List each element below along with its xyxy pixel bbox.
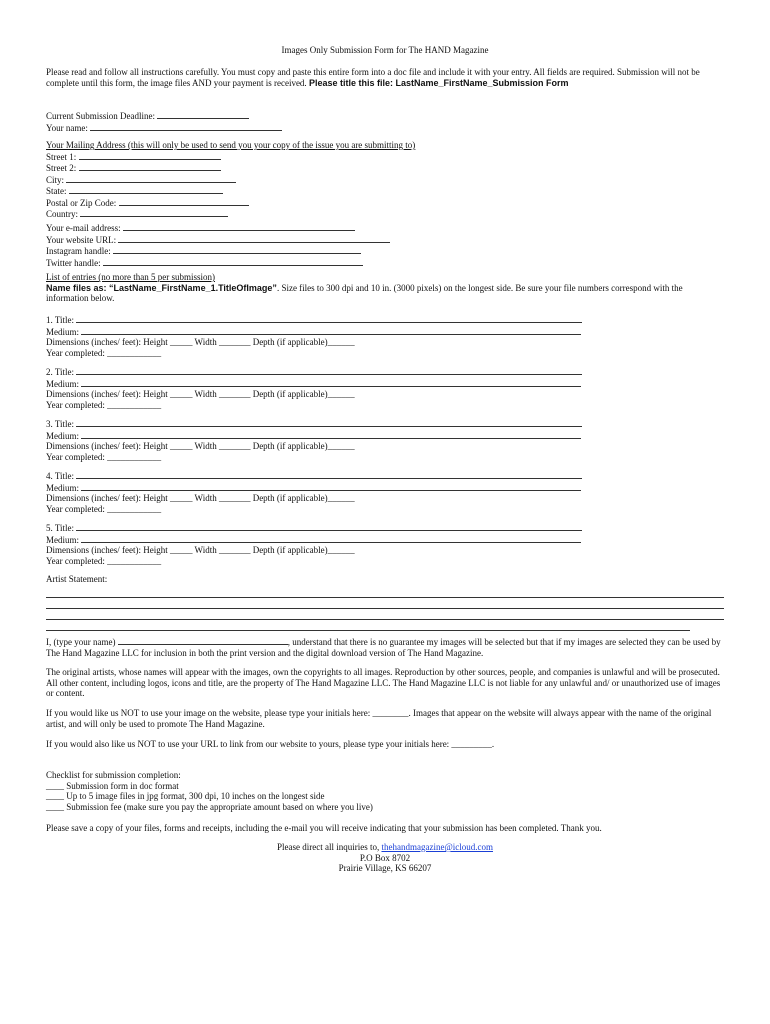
entry-medium-label: Medium:	[46, 430, 82, 441]
entry-dimensions[interactable]: Dimensions (inches/ feet): Height _____ Width _______ Depth (if applicable)______	[46, 337, 355, 347]
name-files-details: . Size files to 300 dpi and 10 in. (3000 pixels) on the longest side. Be sure your file numbers correspond with the information below.	[46, 282, 683, 303]
statement-line	[46, 609, 724, 620]
entry-medium-field[interactable]	[81, 430, 581, 439]
intro-paragraph	[46, 67, 711, 88]
website-field[interactable]	[118, 234, 390, 243]
statement-line	[46, 598, 724, 609]
consent-end: , understand that there is no guarantee my images will be selected but that if my images are selected they can be used by The Hand Magazine LLC for inclusion in both the print version and the digital download version of The Hand Magazine.	[46, 637, 721, 658]
street2-field[interactable]	[79, 162, 221, 171]
checklist-heading: Checklist for submission completion:	[46, 770, 181, 780]
postal-field[interactable]	[119, 197, 249, 206]
entry-dimensions[interactable]: Dimensions (inches/ feet): Height _____ Width _______ Depth (if applicable)______	[46, 389, 355, 399]
entry-year[interactable]: Year completed: ____________	[46, 451, 162, 462]
entry-title-field[interactable]	[76, 314, 582, 323]
entry-year[interactable]: Year completed: ____________	[46, 347, 162, 358]
entry-title-label: 5. Title:	[46, 523, 77, 533]
twitter-field[interactable]	[103, 257, 363, 266]
consent-paragraph	[46, 636, 722, 658]
inquiries-label: Please direct all inquiries to,	[277, 842, 382, 852]
entry-medium-field[interactable]	[81, 326, 581, 335]
country-field[interactable]	[80, 208, 228, 217]
entry-title-field[interactable]	[76, 418, 582, 427]
state-label: State:	[46, 186, 69, 196]
entry-medium-label: Medium:	[46, 534, 82, 545]
contact-section	[46, 222, 390, 268]
contact-email-link[interactable]: thehandmagazine@icloud.com	[381, 842, 493, 852]
entry-title-field[interactable]	[76, 522, 582, 531]
entry-3	[46, 418, 606, 462]
consent-start: I, (type your name)	[46, 637, 118, 647]
artist-statement-label: Artist Statement:	[46, 574, 108, 584]
country-label: Country:	[46, 209, 81, 219]
instagram-label: Instagram handle:	[46, 246, 113, 256]
postal-label: Postal or Zip Code:	[46, 197, 119, 208]
street1-label: Street 1:	[46, 151, 79, 162]
email-field[interactable]	[123, 222, 355, 231]
entry-medium-field[interactable]	[81, 378, 581, 387]
entry-title-field[interactable]	[76, 366, 582, 375]
entry-title-label: 4. Title:	[46, 471, 77, 481]
save-note: Please save a copy of your files, forms and receipts, including the e-mail you will receive indicating that your submission has been completed. Thank you.	[46, 823, 602, 833]
entry-4	[46, 470, 606, 514]
entry-medium-label: Medium:	[46, 326, 82, 337]
mailing-city: Prairie Village, KS 66207	[338, 863, 432, 873]
checklist-item[interactable]: ____ Submission form in doc format	[46, 780, 179, 791]
entry-title-label: 2. Title:	[46, 367, 77, 377]
deadline-label: Current Submission Deadline:	[46, 111, 158, 121]
entry-dimensions[interactable]: Dimensions (inches/ feet): Height _____ Width _______ Depth (if applicable)______	[46, 441, 355, 451]
url-optout-paragraph[interactable]: If you would also like us NOT to use your URL to link from our website to yours, please type your initials here: _________.	[46, 739, 495, 749]
instagram-field[interactable]	[113, 245, 361, 254]
website-optout-paragraph[interactable]: If you would like us NOT to use your image on the website, please type your initials here: ________. Images that appear on the website will always appear with the name of the original artist, and will only be used to promote The Hand Magazine.	[46, 708, 712, 729]
entry-title-label: 3. Title:	[46, 419, 77, 429]
entry-year[interactable]: Year completed: ____________	[46, 503, 162, 514]
intro-file-title-instruction: Please title this file: LastName_FirstName_Submission Form	[308, 77, 569, 88]
artist-statement-field[interactable]	[46, 587, 724, 631]
entry-title-field[interactable]	[76, 470, 582, 479]
entry-year[interactable]: Year completed: ____________	[46, 555, 162, 566]
name-label: Your name:	[46, 122, 91, 133]
form-title: Images Only Submission Form for The HAND Magazine	[281, 45, 489, 55]
entries-heading: List of entries (no more than 5 per submission)	[46, 272, 215, 282]
city-field[interactable]	[66, 174, 236, 183]
deadline-section	[46, 110, 282, 133]
po-box: P.O Box 8702	[359, 852, 411, 863]
footer	[0, 842, 770, 874]
street1-field[interactable]	[79, 151, 221, 160]
entries-header	[46, 272, 722, 304]
checklist-item[interactable]: ____ Submission fee (make sure you pay the appropriate amount based on where you live)	[46, 801, 373, 812]
entry-dimensions[interactable]: Dimensions (inches/ feet): Height _____ Width _______ Depth (if applicable)______	[46, 545, 355, 555]
entry-medium-label: Medium:	[46, 378, 82, 389]
consent-name-field[interactable]	[118, 636, 288, 645]
entry-year[interactable]: Year completed: ____________	[46, 399, 162, 410]
street2-label: Street 2:	[46, 163, 79, 173]
statement-line	[46, 620, 690, 631]
email-label: Your e-mail address:	[46, 223, 123, 233]
name-field[interactable]	[90, 122, 282, 131]
entry-title-label: 1. Title:	[46, 315, 77, 325]
intro-text: Please read and follow all instructions carefully. You must copy and paste this entire form into a doc file and include it with your entry. All fields are required. Submission will not be complete until this form, the image files AND your payment is received.	[46, 67, 700, 88]
state-field[interactable]	[69, 185, 223, 194]
entry-dimensions[interactable]: Dimensions (inches/ feet): Height _____ Width _______ Depth (if applicable)______	[46, 493, 355, 503]
entry-medium-field[interactable]	[81, 534, 581, 543]
checklist-item[interactable]: ____ Up to 5 image files in jpg format, 300 dpi, 10 inches on the longest side	[46, 791, 325, 801]
city-label: City:	[46, 174, 67, 185]
website-label: Your website URL:	[46, 234, 119, 245]
name-files-instruction: Name files as: “LastName_FirstName_1.TitleOfImage”	[46, 282, 277, 293]
entry-5	[46, 522, 606, 566]
mailing-heading: Your Mailing Address (this will only be used to send you your copy of the issue you are submitting to)	[46, 140, 416, 150]
entry-1	[46, 314, 606, 358]
copyright-paragraph: The original artists, whose names will appear with the images, own the copyrights to all images. Reproduction by other sources, people, and companies is unlawful and will be prosecuted. All other content, including logos, icons and title, are the property of The Hand Magazine LLC. The Hand Magazine LLC is not liable for any unlawful and/ or unauthorized use of images or content.	[46, 667, 721, 698]
mailing-address-section	[46, 140, 415, 220]
entry-medium-field[interactable]	[81, 482, 581, 491]
twitter-label: Twitter handle:	[46, 257, 103, 268]
deadline-field[interactable]	[157, 110, 249, 119]
checklist-section	[46, 770, 373, 812]
statement-line	[46, 587, 724, 598]
entry-medium-label: Medium:	[46, 482, 82, 493]
entry-2	[46, 366, 606, 410]
